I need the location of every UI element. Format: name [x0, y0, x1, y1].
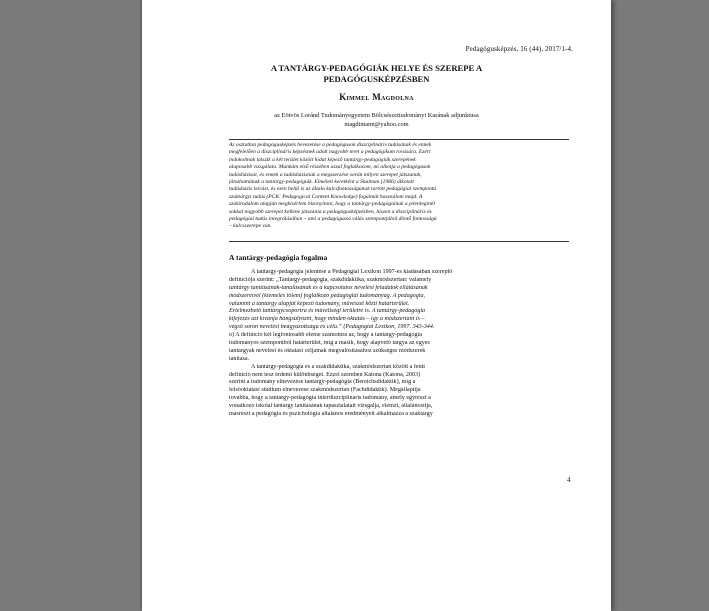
abstract-line: sokkal nagyobb szerepet kellene játszania a pedagógusképzésben, hiszen a diszciplináris és: [229, 208, 432, 215]
body-line: definíciója szerint: „Tantárgy-pedagógia, szakdidaktika, szakmódszertan: valamely: [229, 276, 432, 283]
abstract-line: megfelelően a diszciplináris képzésnek adott nagyobb teret a pedagógikum rovására. Ezért: [229, 149, 431, 156]
abstract-line: tudásbázisát, és ennek a tudásbázisnak a megszerzése során milyen szerepet játszanak,: [229, 171, 422, 178]
abstract-line: – kulcsszerepe van.: [229, 223, 272, 230]
author-affiliation: [202, 111, 551, 129]
body-line: tantárgy tanításának-tanulásának és a kapcsolatos nevelési feladatok ellátásának: [229, 284, 428, 291]
body-line: A tantárgy-pedagógia és a szakdidaktika, szakmódszertan között a fenti: [251, 363, 426, 370]
body-line: definíció nem tesz érdemi különbséget. Ezzel szemben Katona (Katona, 2003): [229, 371, 421, 378]
body-line: szerint a tudomány elnevezése tantárgy-pedagógia (Bereichsdidaktik), míg a: [229, 379, 416, 386]
section-heading: A tantárgy-pedagógia fogalma: [229, 253, 328, 262]
body-line: vonatkozó iskolai tantárgy tanításának tapasztalatait vizsgálja, elemzi, általánosítja,: [229, 403, 433, 410]
abstract-line: játszhatnának a tantárgy-pedagógiák. Elméleti keretként a Shulman (1986) alkotott: [229, 178, 414, 185]
body-line: kifejezés azt kívánja hangsúlyozni, hogy minden oktatás – így a módszertani is –: [229, 316, 425, 323]
title-line-2: PEDAGÓGUSKÉPZÉSBEN: [323, 74, 430, 84]
abstract-line: indokoltnak látszik a két terület között hidat képező tantárgy-pedagógiák szerepének: [229, 156, 416, 163]
running-header: Pedagógusképzés, 16 (44), 2017/1-4.: [465, 45, 573, 53]
abstract-line: szakirodalom alapján megkísérlem bizonyítani, hogy a tantárgy-pedagógiának a jelenleginél: [229, 201, 435, 208]
body-line: tanítása.: [229, 355, 250, 362]
body-line: Értelmezhető tantárgycsoportra és műveltségi területre is. A tantárgy-pedagógia: [229, 308, 426, 315]
body-line: módszereivel (kiemelés tőlem) foglalkozó pedagógiai tudományág. A pedagógia,: [229, 292, 426, 299]
author-email: magdimann@yahoo.com: [344, 121, 409, 128]
title-line-1: A TANTÁRGY-PEDAGÓGIÁK HELYE ÉS SZEREPE A: [270, 63, 483, 73]
abstract-line: szaktárgyi tudás (PCK: Pedagogical Content Knowledge) fogalmát használom majd. A: [229, 193, 423, 200]
body-line: valamint a tantárgy alapját képező tudomány, művészet közti határterület.: [229, 300, 410, 307]
body-line: o) A definíció két legfontosabb eleme számomra az, hogy a tantárgy-pedagógia: [229, 332, 422, 339]
abstract-line: pedagógiai tudás integrálásában – ami a pedagógussá válás szempontjából döntő fontosságú: [229, 215, 437, 222]
abstract-line: Az osztatlan pedagógusképzés bevezetése a pedagógusok diszciplináris tudásának és ennek: [229, 142, 432, 148]
body-line: A tantárgy-pedagógia jelentése a Pedagógiai Lexikon 1997-es kiadásában szereplő: [251, 269, 453, 275]
abstract-line: alaposabb vizsgálata. Munkám első részében azzal foglalkozom, mi alkotja a pedagógusok: [229, 164, 431, 171]
body-line: tantárgyak nevelési és oktatási céljainak megvalósításához szükséges módszerek: [229, 347, 426, 354]
abstract-box: [229, 139, 569, 242]
body-line: másrészt a pedagógia és pszichológia általános eredményeit alkalmazza a szaktárgy: [229, 411, 433, 418]
body-line: tudományos szempontból határterület, míg a másik, hogy alapvető tárgya az egyes: [229, 340, 430, 347]
article-title: [182, 63, 571, 85]
body-line: végső soron nevelési beágyazottságú és célú.” (Pedagógiai Lexikon, 1997. 343-344.: [229, 324, 435, 331]
affiliation-text: az Eötvös Loránd Tudományegyetem Bölcsészettudományi Karának adjunktusa: [274, 112, 479, 119]
author-name: Kimmel Magdolna: [339, 92, 414, 102]
body-line: továbbá, hogy a tantárgy-pedagógia interdiszciplináris tudomány, amely egyrészt a: [229, 395, 431, 402]
document-page: [142, 0, 611, 611]
abstract-line: tudásbázis leírást, és ezen belül is az általa kulcsfontosságúnak tartott pedagógiai szempontú: [229, 186, 437, 193]
body-line: felsőoktatási stúdium elnevezése szakmódszertan (Fachdidaktik). Megállapítja: [229, 387, 421, 394]
page-number: 4: [567, 476, 571, 484]
body-text: [229, 269, 569, 419]
